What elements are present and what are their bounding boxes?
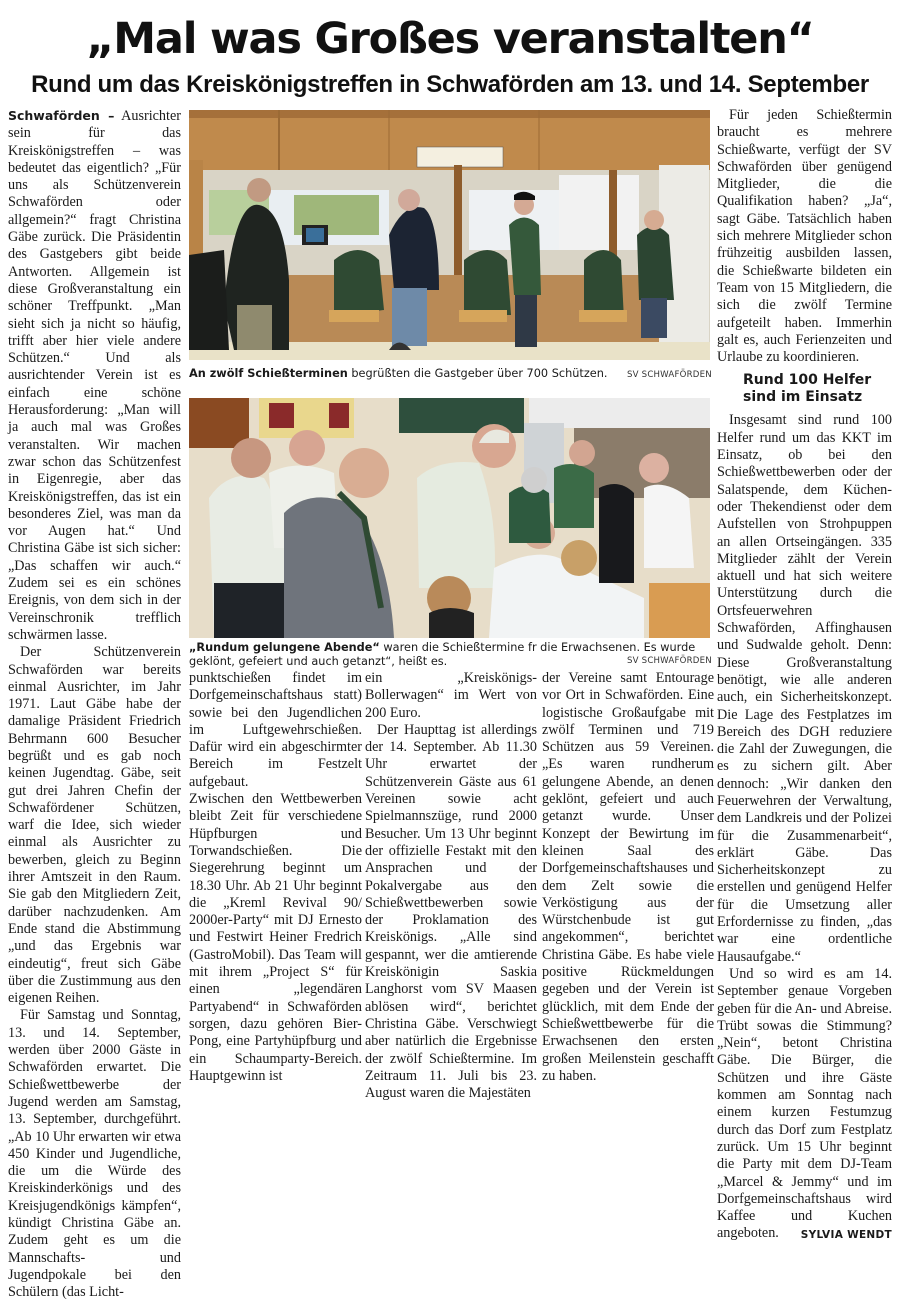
dateline: Schwaförden – — [8, 108, 115, 123]
caption-bold: „Rundum gelungene Abende“ — [189, 641, 380, 654]
article-column-2 — [189, 670, 362, 1085]
photo-shooting-range — [189, 110, 710, 360]
page-edge — [893, 0, 900, 1003]
photo-caption — [189, 367, 609, 381]
article-column-5 — [717, 107, 892, 1245]
headline: „Mal was Großes veranstalten“ — [86, 14, 814, 64]
caption-bold: An zwölf Schießterminen — [189, 367, 348, 380]
paragraph-text: Und so wird es am 14. September genaue Vorgeben geben für die An- und Abreise. Trübt sowas die Stimmung? „Nein“, betont Christina Gäbe. Die Bürger, die Schützen und ihre Gäste kommen am Sonntag nach einem kurzen Festumzug durch das Dorf zum Festplatz zurück. Um 15 Uhr beginnt die Party mit dem DJ-Team „Marcel & Jemmy“ und im Dorfgemeinschaftshaus wird Kaffee und Kuchen angeboten. — [717, 965, 892, 1242]
shooting-range-image — [189, 110, 710, 360]
paragraph — [8, 107, 181, 644]
paragraph: Für Samstag und Sonntag, 13. und 14. September, werden über 2000 Gäste in Schwaförden erwartet. Die Schießwettbewerbe der Jugend werden am Samstag, 13. September, durchgeführt. „Ab 10 Uhr erwarten wir etwa 450 Kinder und Jugendliche, die um die Würde des Kreiskinderkönigs und des Kreisjugendkönigs kämpfen“, kündigt Christina Gäbe an. Zudem geht es um die Mannschafts- und Jugendpokale bei den Schülern (das Licht- — [8, 1007, 181, 1301]
subheadline: Rund um das Kreiskönigstreffen in Schwaförden am 13. und 14. September — [31, 71, 869, 98]
paragraph: punktschießen findet im Dorfgemeinschaftshaus statt) sowie bei den Jugendlichen im Luftgewehrschießen. Dafür wird ein abgeschirmter Bereich im Festzelt aufgebaut. — [189, 670, 362, 790]
caption-text: waren die Schießtermine fr die Erwachsenen. Es wurde geklönt, gefeiert und auch getanzt“, heißt es. — [189, 641, 696, 668]
paragraph: ein „Kreiskönigs-Bollerwagen“ im Wert von 200 Euro. — [365, 670, 537, 721]
article-column-1 — [8, 107, 181, 1301]
paragraph: der Vereine samt Entourage vor Ort in Schwaförden. Eine logistische Großaufgabe mit zwölf Terminen und 719 Schützen aus 59 Vereinen. „Es waren rundherum gelungene Abende, an denen geklönt, gefeiert und auch getanzt wurde. Unser Konzept der Bewirtung im kleinen Saal des Dorfgemeinschaftshauses und dem Zelt sowie die Verköstigung aus der Würstchenbude ist gut angekommen“, berichtet Christina Gäbe. Es habe viele positive Rückmeldungen gegeben und der Verein ist glücklich, mit dem Ende der Schießwettbewerbe für die Erwachsenen den ersten großen Meilenstein geschafft zu haben. — [542, 670, 714, 1084]
photo-celebration — [189, 398, 710, 638]
article-column-4 — [542, 670, 714, 1085]
author-byline: SYLVIA WENDT — [800, 1229, 892, 1242]
photo-credit: SV SCHWAFÖRDEN — [627, 656, 712, 666]
photo-credit: SV SCHWAFÖRDEN — [627, 370, 712, 380]
paragraph: Der Schützenverein Schwaförden war bereits einmal Ausrichter, im Jahr 1971. Laut Gäbe habe der damalige Präsident Friedrich Behrmann 600 Besucher begrüßt und es gab noch keinen Jugendtag. Gäbe, seit gut drei Jahren Chefin der Schwafördener Schützen, warf die Idee, sich wieder einmal als Ausrichter zu bewerben, gleich zu Beginn ihrer Amtszeit in den Raum. Sie gab den Mitgliedern Zeit, darüber nachzudenken. Am Ende stand die Abstimmung „und das Ergebnis war eindeutig“, freut sich Gäbe über die Zustimmung aus den eigenen Reihen. — [8, 644, 181, 1007]
paragraph-text: Ausrichter sein für das Kreiskönigstreffen – was bedeutet das eigentlich? „Für uns als Schützenverein Schwaförden oder allgemein?“ fragt Christina Gäbe zurück. Die Präsidentin des Gastgebers gibt beide Antworten. Allgemein ist diese Großveranstaltung ein schöner Treffpunkt. „Man sieht sich ja nicht so häufig, trifft aber hier viele andere Schützen.“ Und als ausrichtender Verein ist es einfach eine schöne Herausforderung: „Man will ja auch mal was Großes veranstalten. Wir machen zwar schon das Schützenfest in Eigenregie, aber das Kreiskönigstreffen, das ist ein besonderes Ziel, was man da vor Augen hat.“ Und Christina Gäbe ist sich sicher: „Das schaffen wir auch.“ Zudem sei es ein schönes Ereignis, von dem sich in der Vereinschronik trefflich schwärmen lasse. — [8, 108, 181, 643]
paragraph: Zwischen den Wettbewerben bleibt Zeit für verschiedene Hüpfburgen und Torwandschießen. Die Siegerehrung beginnt um 18.30 Uhr. Ab 21 Uhr beginnt die „Kreml Revival 90/ 2000er-Party“ mit DJ Ernesto und Festwirt Heiner Fredrich (GastroMobil). Das Team will mit ihrem „Project S“ für einen „legendären Partyabend“ in Schwaförden sorgen, dazu gehören Bier-Pong, eine Partyhüpfburg und ein Schaumparty-Bereich. Hauptgewinn ist — [189, 791, 362, 1084]
paragraph: Der Haupttag ist allerdings der 14. September. Ab 11.30 Uhr erwartet der Schützenverein Gäste aus 61 Vereinen sowie acht Spielmannszüge, rund 2000 Besucher. Um 13 Uhr beginnt der offizielle Festakt mit den Ansprachen und der Pokalvergabe aus den Schießwettbewerben sowie der Proklamation des Kreiskönigs. „Alle sind gespannt, wer die amtierende Kreiskönigin Saskia Langhorst vom SV Maasen ablösen wird“, berichtet Christina Gäbe. Verschwiegt aber natürlich die Ergebnisse der zwölf Schießtermine. Im Zeitraum 11. Juli bis 23. August waren die Majestäten — [365, 721, 537, 1102]
paragraph: Für jeden Schießtermin braucht es mehrere Schießwarte, verfügt der SV Schwaförden über genügend Mitglieder, die die Qualifikation haben? „Ja“, sagt Gäbe. Tatsächlich haben sich mehrere Mitglieder schon frühzeitig ausbilden lassen, die Schießwarte bildeten ein Team von 15 Mitgliedern, die sich die zwölf Termine aufgeteilt haben. Immerhin galt es, auch Ferienzeiten und Urlaube zu koordinieren. — [717, 107, 892, 366]
caption-text: begrüßten die Gastgeber über 700 Schützen. — [347, 367, 608, 380]
section-subheading: Rund 100 Helfer sind im Einsatz — [743, 372, 872, 406]
paragraph — [717, 966, 892, 1243]
paragraph: Insgesamt sind rund 100 Helfer rund um das KKT im Einsatz, ob bei den Schießwettbewerben oder der Salatspende, dem Küchen- oder Thekendienst oder dem Aufstellen von Strohpuppen an allen Ortseingängen. 335 Mitglieder zählt der Verein aktuell und hat sich weitere Unterstützung durch die Ortsfeuerwehren Schwaförden, Affinghausen und Sudwalde geholt. Denn: Diese Großveranstaltung benötigt, wie alle anderen auch, ein Sicherheitskonzept. Die Lage des Festplatzes im Bereich des DGH reduziere die Zahl der Zuwegungen, die es zu sichern gilt. Aber dennoch: „Wir danken den Feuerwehren der Verwaltung, dem Landkreis und der Polizei für die Zusammenarbeit“, erklärt Gäbe. Das Sicherheitskonzept zu erstellen und genügend Helfer für die Umsetzung aller Erfordernisse zu finden, „das war eine ordentliche Hausaufgabe.“ — [717, 412, 892, 965]
celebration-image — [189, 398, 710, 638]
article-column-3 — [365, 670, 537, 1102]
